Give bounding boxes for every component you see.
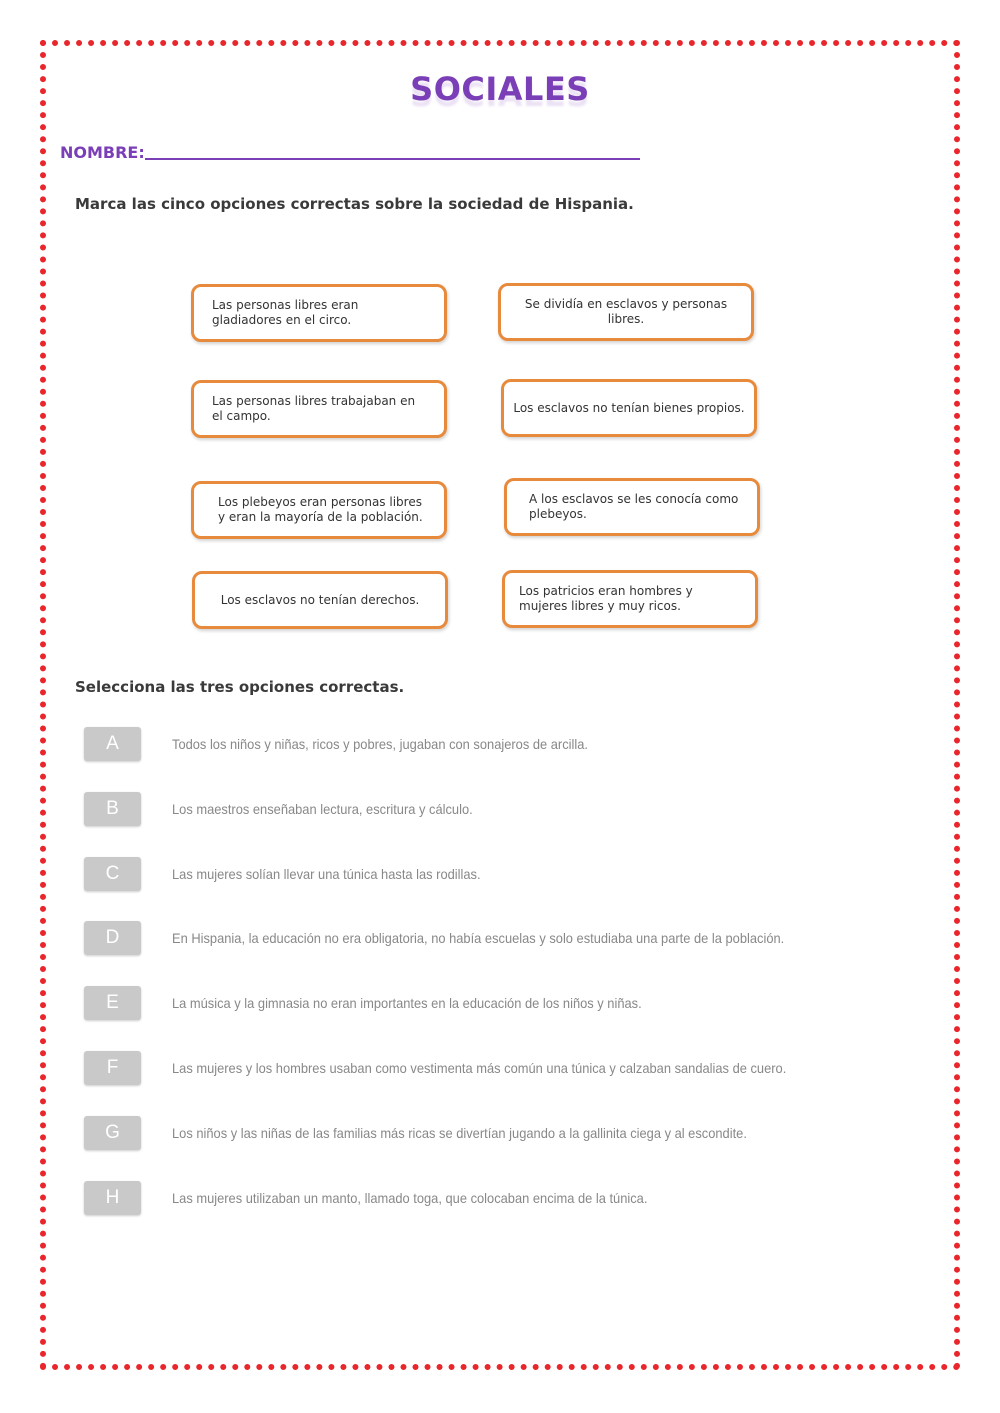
option-box[interactable] xyxy=(502,570,758,628)
choice-text: Las mujeres y los hombres usaban como vestimenta más común una túnica y calzaban sandalias de cuero. xyxy=(172,1060,787,1076)
choice-letter-badge[interactable]: E xyxy=(84,986,141,1020)
choice-row-c[interactable] xyxy=(84,857,507,891)
option-box[interactable] xyxy=(191,380,447,438)
choice-row-h[interactable] xyxy=(84,1181,689,1215)
option-text: Los plebeyos eran personas libres y eran la mayoría de la población. xyxy=(218,495,423,524)
option-text: Se dividía en esclavos y personas libres. xyxy=(524,297,728,326)
option-box[interactable] xyxy=(504,478,760,536)
choice-row-d[interactable] xyxy=(84,921,837,955)
name-label: NOMBRE: xyxy=(60,143,145,162)
name-row xyxy=(60,143,640,162)
choice-row-g[interactable] xyxy=(84,1116,797,1150)
option-box[interactable] xyxy=(192,571,448,629)
option-text: Las personas libres trabajaban en el campo. xyxy=(212,394,416,423)
choice-letter-badge[interactable]: B xyxy=(84,792,141,826)
choice-text: Las mujeres solían llevar una túnica hasta las rodillas. xyxy=(172,866,481,882)
choice-row-b[interactable] xyxy=(84,792,499,826)
name-input-line[interactable] xyxy=(145,158,640,160)
choice-text: Todos los niños y niñas, ricos y pobres, jugaban con sonajeros de arcilla. xyxy=(172,736,588,752)
option-text: Los esclavos no tenían derechos. xyxy=(220,592,420,607)
section2-instruction: Selecciona las tres opciones correctas. xyxy=(75,678,405,696)
choice-letter-badge[interactable]: G xyxy=(84,1116,141,1150)
option-text: Los patricios eran hombres y mujeres libres y muy ricos. xyxy=(519,584,693,613)
option-text: A los esclavos se les conocía como plebeyos. xyxy=(529,492,739,521)
choice-letter-badge[interactable]: C xyxy=(84,857,141,891)
option-box[interactable] xyxy=(191,284,447,342)
choice-row-f[interactable] xyxy=(84,1051,840,1085)
choice-letter-badge[interactable]: D xyxy=(84,921,141,955)
option-box[interactable] xyxy=(191,481,447,539)
choice-letter-badge[interactable]: F xyxy=(84,1051,141,1085)
choice-letter-badge[interactable]: A xyxy=(84,727,141,761)
choice-row-e[interactable] xyxy=(84,986,683,1020)
option-box[interactable] xyxy=(498,283,754,341)
section1-instruction: Marca las cinco opciones correctas sobre la sociedad de Hispania. xyxy=(75,195,634,213)
option-text: Los esclavos no tenían bienes propios. xyxy=(513,400,745,415)
dotted-border xyxy=(40,40,960,1370)
choice-text: Los niños y las niñas de las familias más ricas se divertían jugando a la gallinita ciega y al escondite. xyxy=(172,1125,747,1141)
choice-text: Las mujeres utilizaban un manto, llamado toga, que colocaban encima de la túnica. xyxy=(172,1190,648,1206)
page-title: SOCIALES xyxy=(410,70,590,108)
choice-text: En Hispania, la educación no era obligatoria, no había escuelas y solo estudiaba una parte de la población. xyxy=(172,930,785,946)
choice-row-a[interactable] xyxy=(84,727,624,761)
choice-letter-badge[interactable]: H xyxy=(84,1181,141,1215)
option-text: Las personas libres eran gladiadores en el circo. xyxy=(212,298,359,327)
choice-text: Los maestros enseñaban lectura, escritura y cálculo. xyxy=(172,801,473,817)
option-box[interactable] xyxy=(501,379,757,437)
choice-text: La música y la gimnasia no eran importantes en la educación de los niños y niñas. xyxy=(172,995,642,1011)
